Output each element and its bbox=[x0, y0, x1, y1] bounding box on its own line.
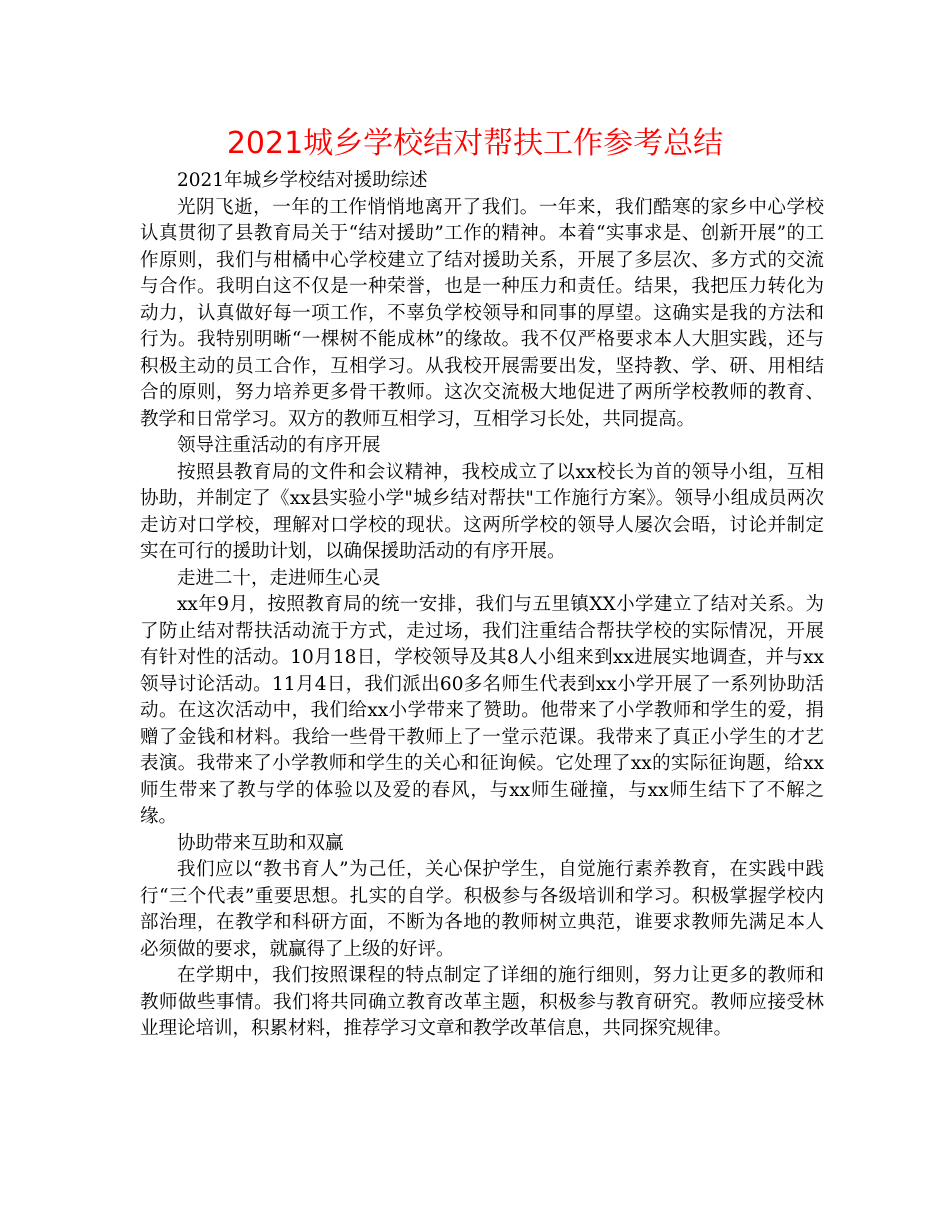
section-heading-win-win: 协助带来互助和双赢 bbox=[177, 832, 344, 854]
paragraph-win-win: 我们应以“教书育人”为己任，关心保护学生，自觉施行素养教育，在实践中践行“三个代表”重要思想。扎实的自学。积极参与各级培训和学习。积极掌握学校内部治理，在教学和科研方面，不断为各地的教师树立典范，谁要求教师先满足本人必须做的要求，就赢得了上级的好评。 bbox=[140, 859, 824, 960]
paragraph-leadership: 按照县教育局的文件和会议精神，我校成立了以xx校长为首的领导小组，互相协助，并制定了《xx县实验小学"城乡结对帮扶"工作施行方案》。领导小组成员两次走访对口学校，理解对口学校的现状。这两所学校的领导人屡次会晤，讨论并制定实在可行的援助计划，以确保援助活动的有序开展。 bbox=[140, 461, 824, 562]
section-heading-hearts: 走进二十，走进师生心灵 bbox=[177, 567, 381, 589]
section-heading-leadership: 领导注重活动的有序开展 bbox=[177, 435, 381, 456]
paragraph-intro: 光阴飞逝，一年的工作悄悄地离开了我们。一年来，我们酷寒的家乡中心学校认真贯彻了县教育局关于“结对援助”工作的精神。本着“实事求是、创新开展”的工作原则，我们与柑橘中心学校建立了结对援助关系，开展了多层次、多方式的交流与合作。我明白这不仅是一种荣誉，也是一种压力和责任。结果，我把压力转化为动力，认真做好每一项工作，不辜负学校领导和同事的厚望。这确实是我的方法和行为。我特别明晰“一棵树不能成林”的缘故。我不仅严格要求本人大胆实践，还与积极主动的员工合作，互相学习。从我校开展需要出发，坚持教、学、研、用相结合的原则，努力培养更多骨干教师。这次交流极大地促进了两所学校教师的教育、教学和日常学习。双方的教师互相学习，互相学习长处，共同提高。 bbox=[140, 196, 824, 430]
paragraph-semester: 在学期中，我们按照课程的特点制定了详细的施行细则，努力让更多的教师和教师做些事情。我们将共同确立教育改革主题，积极参与教育研究。教师应接受林业理论培训，积累材料，推荐学习文章和教学改革信息，共同探究规律。 bbox=[140, 965, 824, 1039]
paragraph-hearts: xx年9月，按照教育局的统一安排，我们与五里镇XX小学建立了结对关系。为了防止结对帮扶活动流于方式，走过场，我们注重结合帮扶学校的实际情况，开展有针对性的活动。10月18日，学校领导及其8人小组来到xx进展实地调查，并与xx领导讨论活动。11月4日，我们派出60多名师生代表到xx小学开展了一系列协助活动。在这次活动中，我们给xx小学带来了赞助。他带来了小学教师和学生的爱，捐赠了金钱和材料。我给一些骨干教师上了一堂示范课。我带来了真正小学生的才艺表演。我带来了小学教师和学生的关心和征询候。它处理了xx的实际征询题，给xx师生带来了教与学的体验以及爱的春风，与xx师生碰撞，与xx师生结下了不解之缘。 bbox=[140, 594, 824, 827]
subtitle-line: 2021年城乡学校结对援助综述 bbox=[177, 170, 428, 191]
document-body bbox=[140, 168, 824, 1043]
document-title: 2021城乡学校结对帮扶工作参考总结 bbox=[226, 126, 724, 161]
